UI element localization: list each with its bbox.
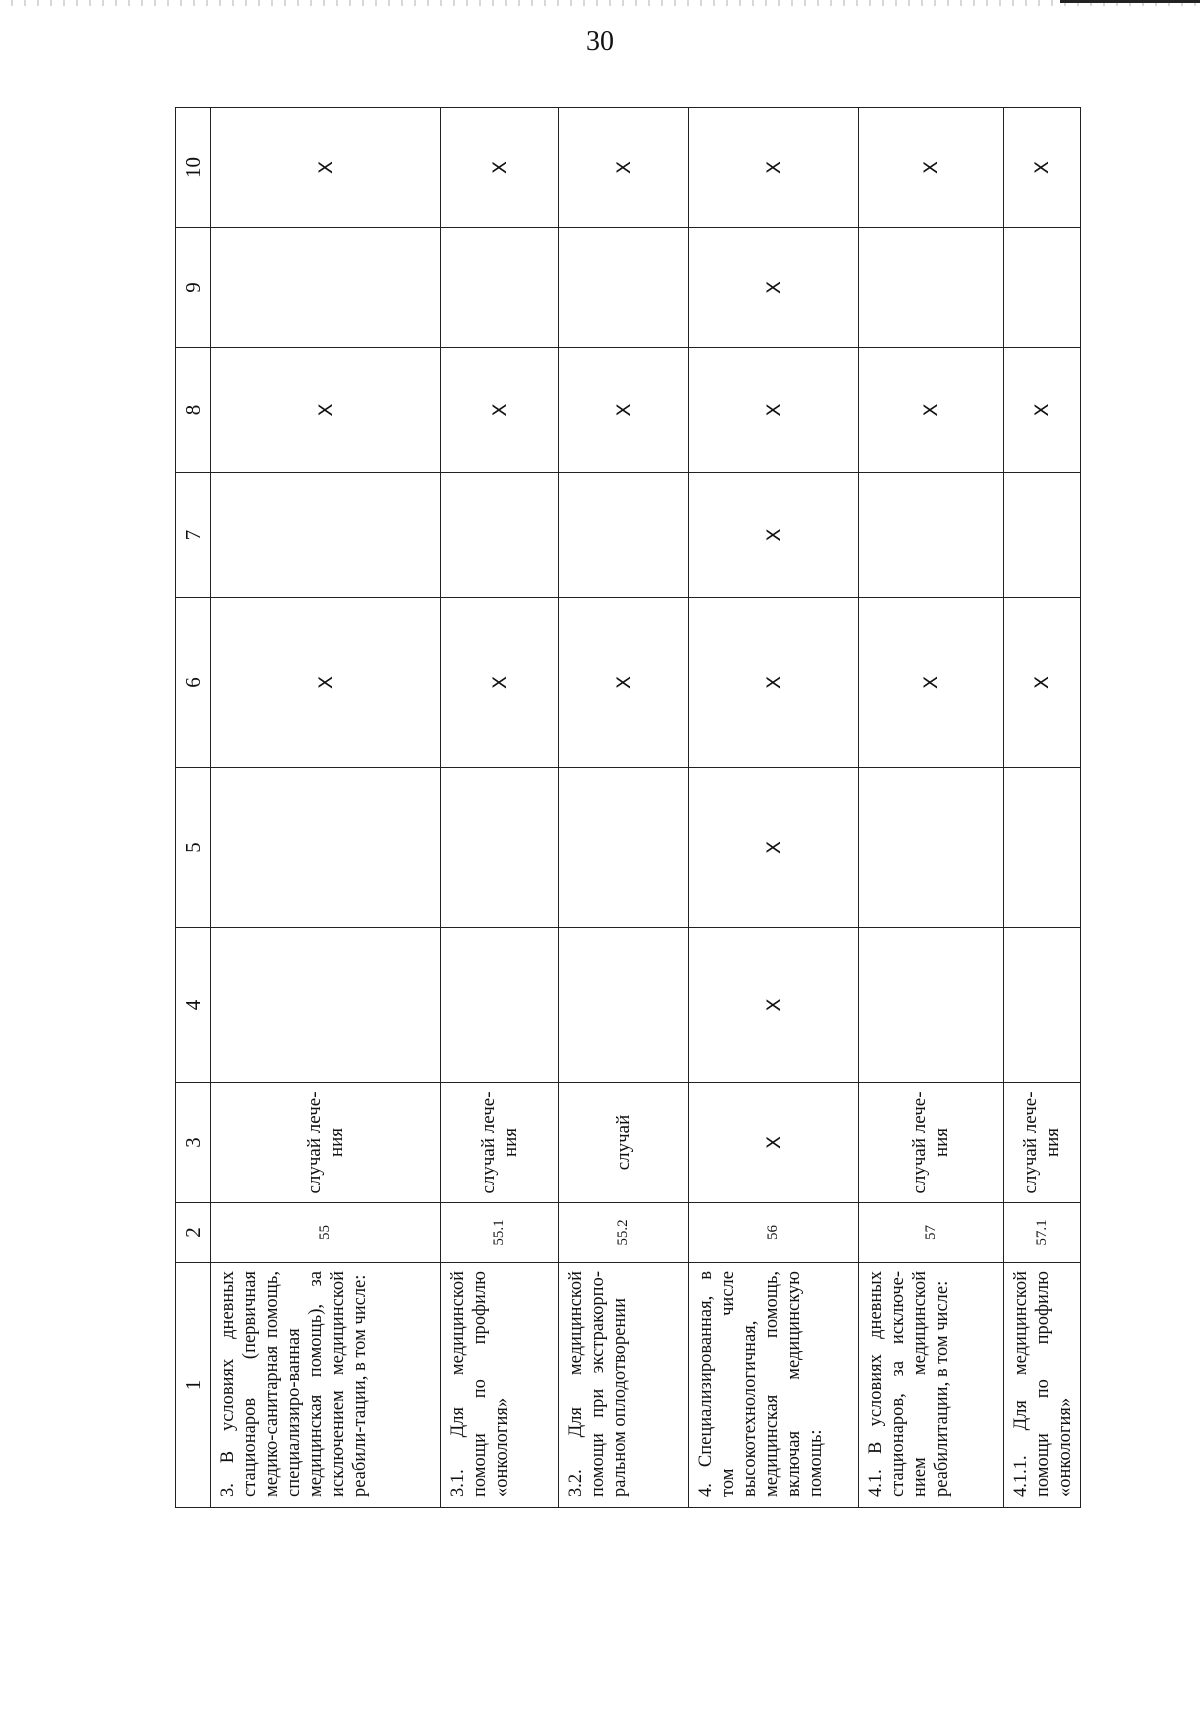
row-cell-10: X (859, 108, 1004, 228)
row-cell-5: X (689, 768, 859, 928)
row-cell-10: X (211, 108, 441, 228)
scan-edge-top (0, 0, 1200, 6)
row-cell-9 (211, 228, 441, 348)
row-cell-9 (441, 228, 559, 348)
row-cell-7 (559, 473, 689, 598)
header-cell: 10 (176, 108, 211, 228)
row-code: 55.2 (559, 1203, 689, 1263)
row-name: 4.1. В условиях дневных стационаров, за исключе-нием медицинской реабилитации, в том числе: (859, 1263, 1004, 1508)
row-unit: X (689, 1083, 859, 1203)
row-cell-8: X (441, 348, 559, 473)
row-cell-9 (859, 228, 1004, 348)
rotated-table (175, 108, 1075, 1508)
page-number: 30 (586, 26, 614, 57)
row-unit: случай лече-ния (1004, 1083, 1081, 1203)
header-cell: 2 (176, 1203, 211, 1263)
row-cell-6: X (211, 598, 441, 768)
row-name: 3.2. Для медицинской помощи при экстракорпо-ральном оплодотворении (559, 1263, 689, 1508)
row-code: 57 (859, 1203, 1004, 1263)
row-cell-9: X (689, 228, 859, 348)
row-cell-10: X (441, 108, 559, 228)
row-name: 4.1.1. Для медицинской помощи по профилю «онкология» (1004, 1263, 1081, 1508)
row-cell-4 (441, 928, 559, 1083)
row-cell-7 (859, 473, 1004, 598)
row-cell-9 (559, 228, 689, 348)
row-unit: случай лече-ния (859, 1083, 1004, 1203)
row-cell-5 (441, 768, 559, 928)
row-cell-8: X (859, 348, 1004, 473)
row-name: 4. Специализированная, в том числе высокотехнологичная, медицинская помощь, включая медицинскую помощь: (689, 1263, 859, 1508)
header-cell: 4 (176, 928, 211, 1083)
table-row (441, 108, 559, 1508)
row-cell-4 (559, 928, 689, 1083)
header-cell: 7 (176, 473, 211, 598)
row-cell-7 (211, 473, 441, 598)
row-unit: случай (559, 1083, 689, 1203)
row-cell-5 (859, 768, 1004, 928)
data-table (175, 107, 1081, 1508)
row-cell-7: X (689, 473, 859, 598)
row-cell-5 (559, 768, 689, 928)
row-cell-4: X (689, 928, 859, 1083)
header-cell: 3 (176, 1083, 211, 1203)
scan-edge-mark (1060, 0, 1200, 3)
row-code: 55 (211, 1203, 441, 1263)
header-cell: 6 (176, 598, 211, 768)
row-cell-7 (441, 473, 559, 598)
table-row (211, 108, 441, 1508)
row-cell-4 (859, 928, 1004, 1083)
header-cell: 9 (176, 228, 211, 348)
row-cell-8: X (559, 348, 689, 473)
header-cell: 1 (176, 1263, 211, 1508)
table-row (1004, 108, 1081, 1508)
row-unit: случай лече-ния (441, 1083, 559, 1203)
row-code: 55.1 (441, 1203, 559, 1263)
table-row (859, 108, 1004, 1508)
row-cell-8: X (689, 348, 859, 473)
row-cell-4 (211, 928, 441, 1083)
row-code: 57.1 (1004, 1203, 1081, 1263)
row-cell-6: X (859, 598, 1004, 768)
row-cell-10: X (1004, 108, 1081, 228)
table-row (559, 108, 689, 1508)
row-cell-10: X (559, 108, 689, 228)
row-code: 56 (689, 1203, 859, 1263)
row-cell-5 (1004, 768, 1081, 928)
row-cell-6: X (1004, 598, 1081, 768)
row-cell-4 (1004, 928, 1081, 1083)
header-cell: 8 (176, 348, 211, 473)
row-cell-8: X (1004, 348, 1081, 473)
row-cell-7 (1004, 473, 1081, 598)
row-name: 3.1. Для медицинской помощи по профилю «онкология» (441, 1263, 559, 1508)
row-unit: случай лече-ния (211, 1083, 441, 1203)
row-name: 3. В условиях дневных стационаров (первичная медико-санитарная помощь, специализиро-ванная медицинская помощь), за исключением медицинской реабили-тации, в том числе: (211, 1263, 441, 1508)
table-row (689, 108, 859, 1508)
row-cell-9 (1004, 228, 1081, 348)
header-row (176, 108, 211, 1508)
row-cell-8: X (211, 348, 441, 473)
row-cell-6: X (689, 598, 859, 768)
row-cell-6: X (559, 598, 689, 768)
row-cell-6: X (441, 598, 559, 768)
header-cell: 5 (176, 768, 211, 928)
row-cell-10: X (689, 108, 859, 228)
row-cell-5 (211, 768, 441, 928)
